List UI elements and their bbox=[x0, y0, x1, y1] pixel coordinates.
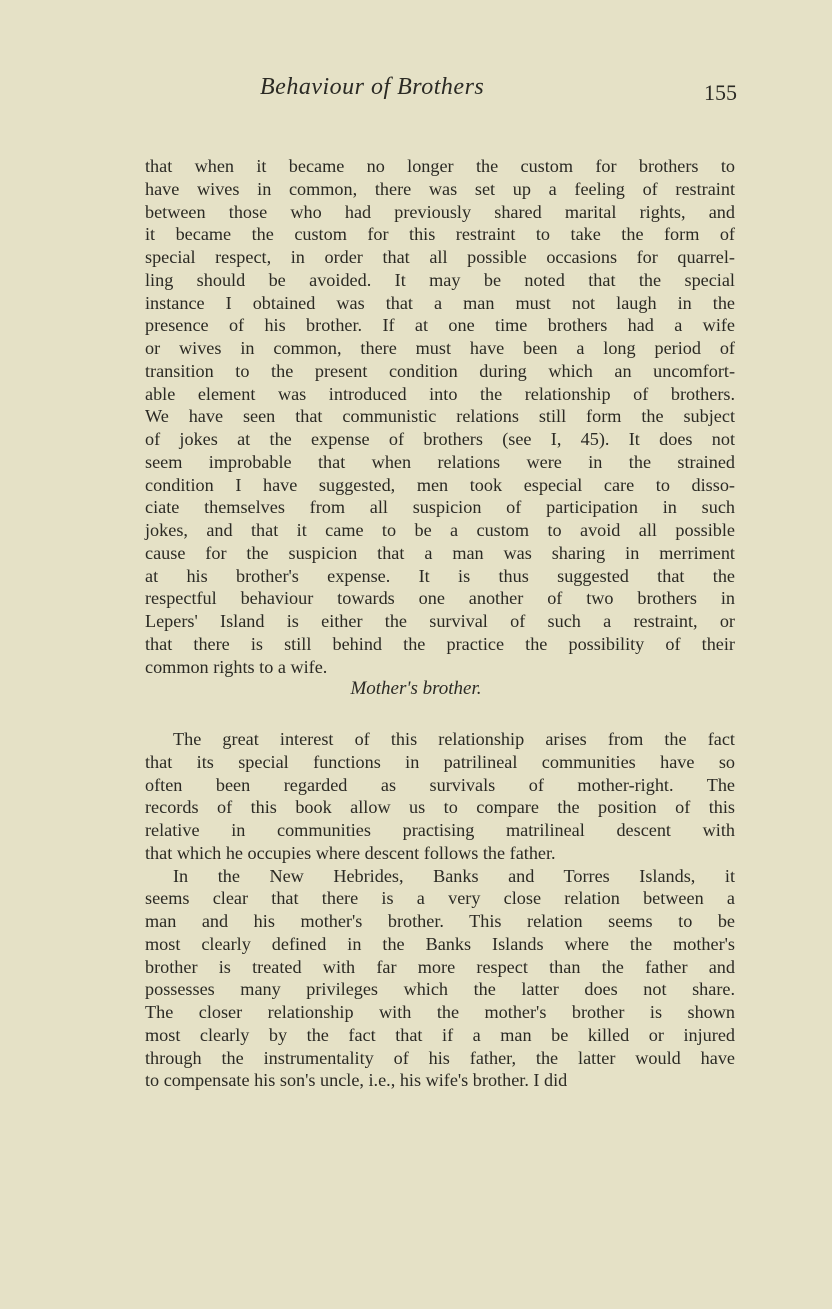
text-line: The great interest of this relationship arises from the fact bbox=[173, 729, 735, 749]
text-line: at his brother's expense. It is thus suggested that the bbox=[145, 565, 735, 586]
text-line: most clearly defined in the Banks Islands where the mother's bbox=[145, 933, 735, 954]
text-line: able element was introduced into the relationship of brothers. bbox=[145, 383, 735, 404]
text-line: of jokes at the expense of brothers (see I, 45). It does not bbox=[145, 429, 735, 449]
text-line: common rights to a wife. bbox=[145, 656, 328, 677]
text-line: special respect, in order that all possible occasions for quarrel- bbox=[145, 247, 735, 267]
text-line: possesses many privileges which the latter does not share. bbox=[145, 979, 735, 1000]
text-line: that its special functions in patrilineal communities have so bbox=[145, 751, 735, 772]
text-line: most clearly by the fact that if a man be killed or injured bbox=[145, 1024, 735, 1045]
text-line: through the instrumentality of his father, the latter would have bbox=[145, 1047, 735, 1068]
text-line: that which he occupies where descent follows the father. bbox=[145, 842, 556, 863]
text-line: to compensate his son's uncle, i.e., his wife's brother. I did bbox=[145, 1070, 568, 1091]
text-line: it became the custom for this restraint to take the form of bbox=[145, 224, 735, 245]
text-line: between those who had previously shared marital rights, and bbox=[145, 201, 735, 222]
text-line: transition to the present condition during which an uncomfort- bbox=[145, 360, 735, 381]
text-line: or wives in common, there must have been a long period of bbox=[145, 338, 735, 358]
text-line: seem improbable that when relations were in the strained bbox=[145, 451, 735, 472]
running-header bbox=[145, 72, 737, 108]
text-line: relative in communities practising matrilineal descent with bbox=[145, 820, 735, 840]
section-mothers-brother bbox=[145, 728, 735, 1092]
text-line: The closer relationship with the mother's brother is shown bbox=[145, 1002, 735, 1022]
text-line: Lepers' Island is either the survival of such a restraint, or bbox=[145, 611, 735, 631]
section-subheading: Mother's brother. bbox=[350, 678, 482, 699]
text-line: presence of his brother. If at one time brothers had a wife bbox=[145, 315, 735, 336]
text-line: condition I have suggested, men took especial care to disso- bbox=[145, 474, 735, 495]
text-line: ling should be avoided. It may be noted that the special bbox=[145, 269, 735, 290]
text-line: ciate themselves from all suspicion of participation in such bbox=[145, 497, 735, 518]
text-line: jokes, and that it came to be a custom to avoid all possible bbox=[145, 520, 735, 540]
text-line: that when it became no longer the custom for brothers to bbox=[145, 156, 735, 176]
paragraph-restraint bbox=[145, 155, 735, 678]
text-line: have wives in common, there was set up a feeling of restraint bbox=[145, 178, 735, 199]
text-line: often been regarded as survivals of mother-right. The bbox=[145, 774, 735, 795]
text-line: respectful behaviour towards one another of two brothers in bbox=[145, 588, 735, 609]
text-line: In the New Hebrides, Banks and Torres Islands, it bbox=[173, 865, 735, 886]
running-title: Behaviour of Brothers bbox=[260, 74, 485, 100]
text-line: cause for the suspicion that a man was sharing in merriment bbox=[145, 542, 735, 563]
text-line: seems clear that there is a very close relation between a bbox=[145, 888, 735, 909]
text-line: records of this book allow us to compare the position of this bbox=[145, 797, 735, 818]
text-line: brother is treated with far more respect than the father and bbox=[145, 956, 735, 977]
text-line: that there is still behind the practice the possibility of their bbox=[145, 633, 735, 654]
text-line: instance I obtained was that a man must not laugh in the bbox=[145, 292, 735, 313]
text-line: man and his mother's brother. This relation seems to be bbox=[145, 911, 735, 931]
page-number: 155 bbox=[704, 80, 737, 105]
text-line: We have seen that communistic relations still form the subject bbox=[145, 406, 735, 427]
